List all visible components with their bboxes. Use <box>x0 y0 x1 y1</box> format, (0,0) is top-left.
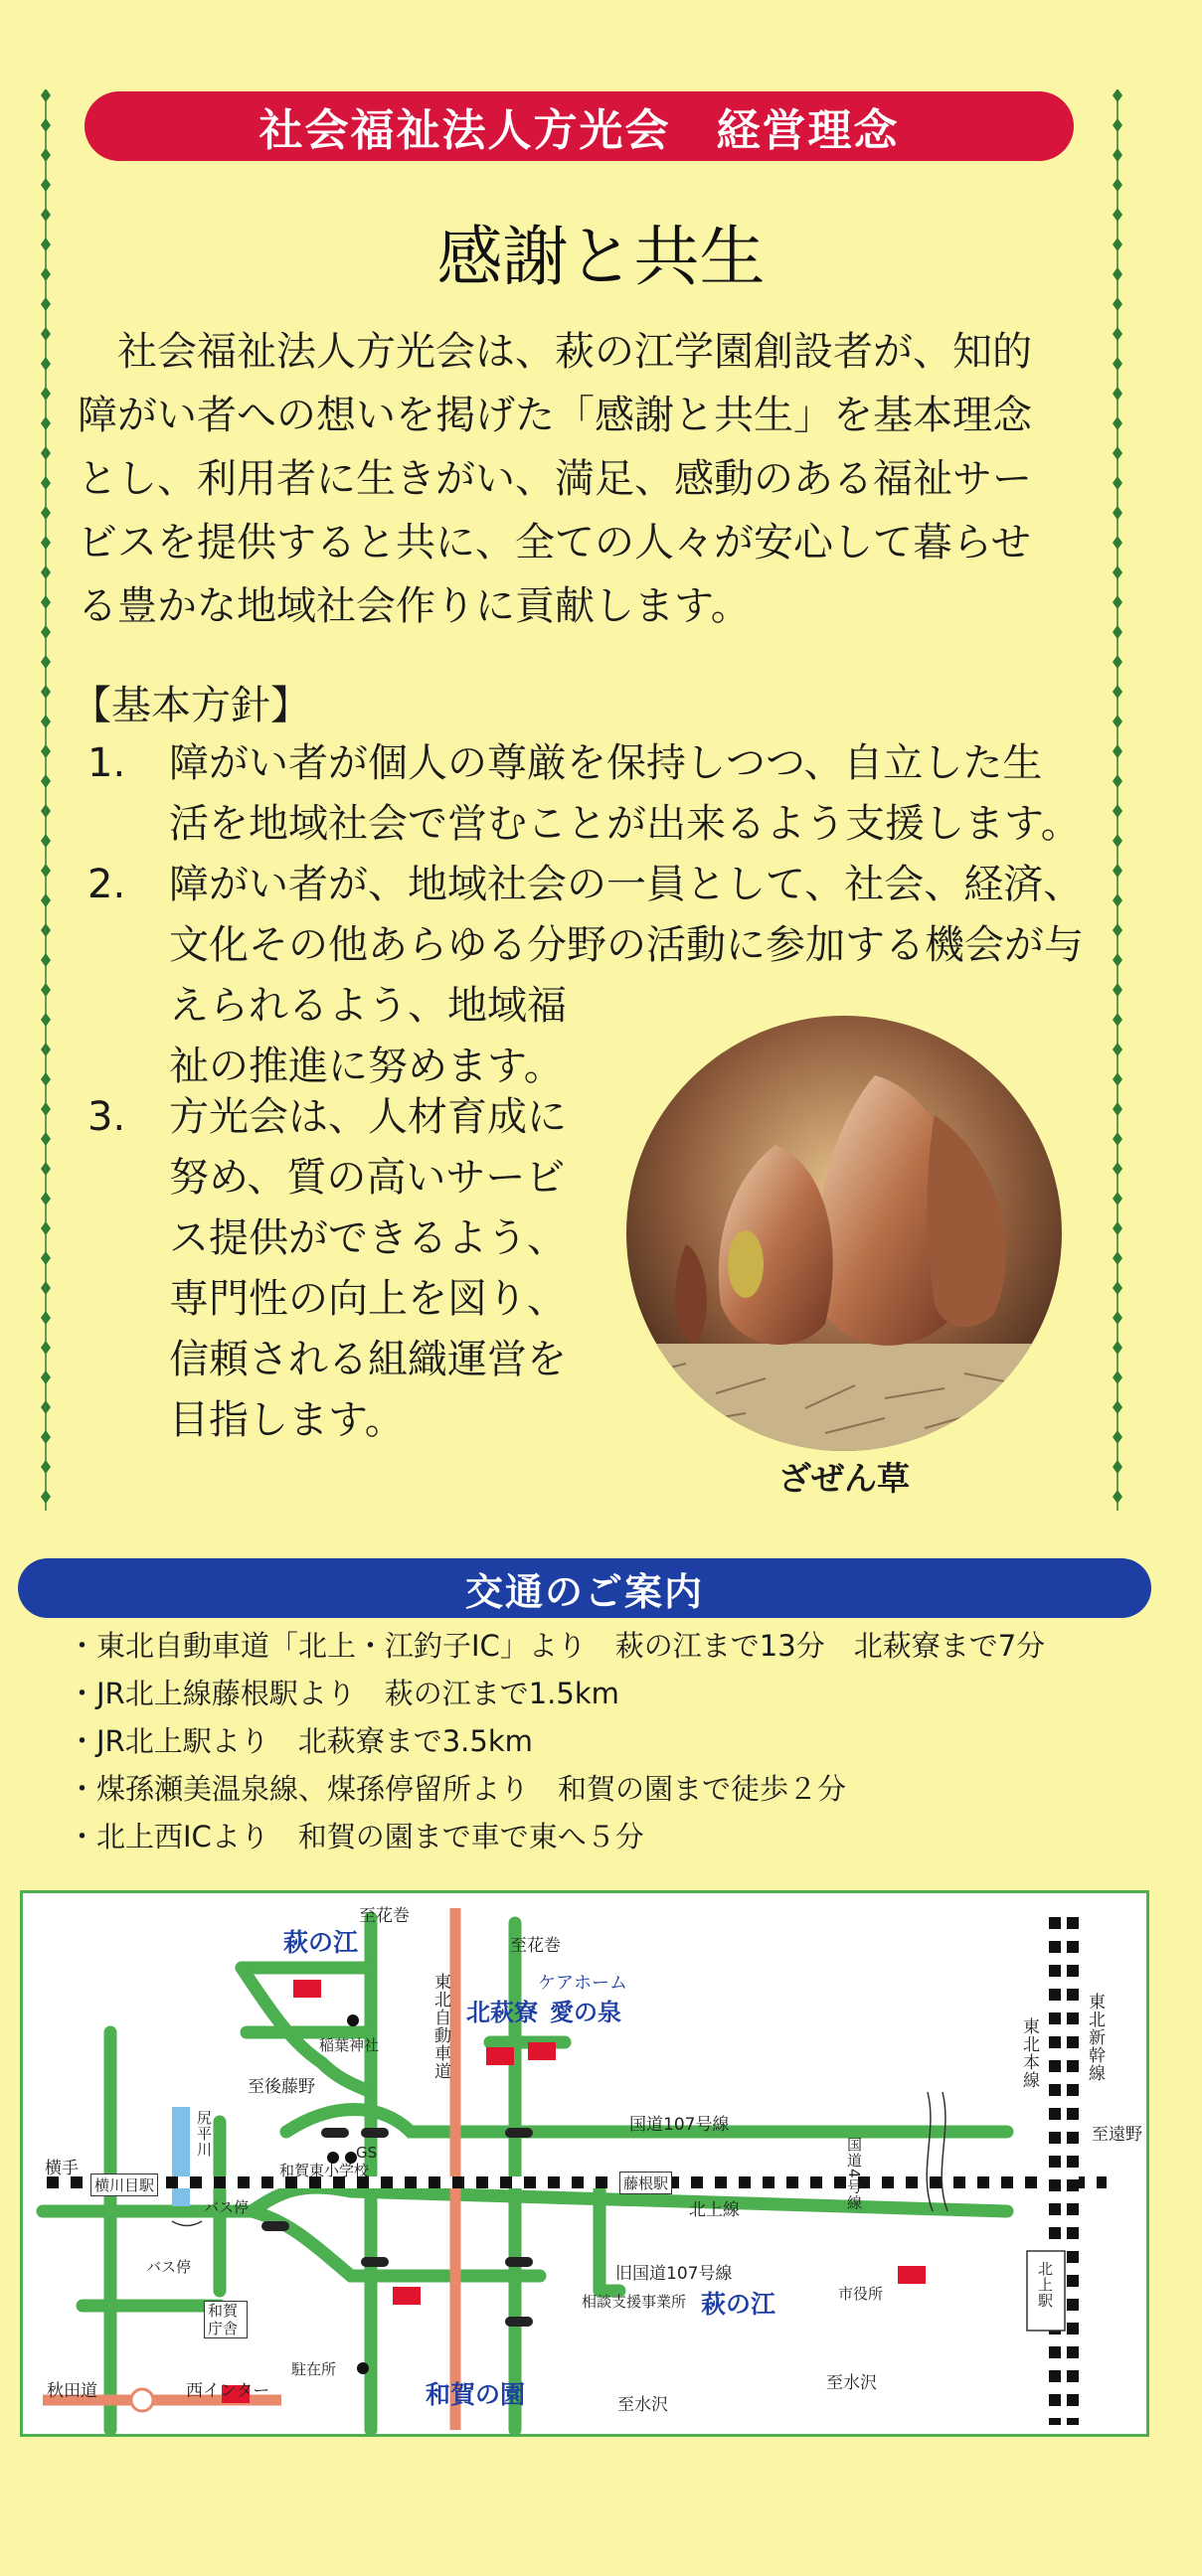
access-item: ・JR北上線藤根駅より 萩の江まで1.5km <box>68 1677 619 1710</box>
map-label-ai-no-izumi: 愛の泉 <box>550 1999 621 2026</box>
map-label-to-gotoya: 至後藤野 <box>248 2077 315 2097</box>
philosophy-paragraph <box>78 320 1102 638</box>
map-label-route4: 国道4号線 <box>845 2137 863 2211</box>
left-vine-border <box>40 89 52 1511</box>
access-item: ・北上西ICより 和賀の園まで車で東へ５分 <box>68 1820 644 1853</box>
map-label-yokote: 横手 <box>45 2159 79 2178</box>
policy-heading: 【基本方針】 <box>72 683 310 728</box>
policy-item-line: 方光会は、人材育成に <box>169 1094 567 1140</box>
paragraph-line: ビスを提供すると共に、全ての人々が安心して暮らせ <box>78 520 1031 565</box>
policy-item-line: えられるよう、地域福 <box>169 983 567 1029</box>
map-label-nishi-inter: 西インター <box>186 2381 270 2401</box>
policy-item-line: 信頼される組織運営を <box>169 1337 567 1382</box>
policy-item-number: 1. <box>87 740 126 786</box>
policy-item-number: 2. <box>87 862 126 907</box>
photo-caption: ざぜん草 <box>778 1459 910 1498</box>
map-label-bus-stop: バス停 <box>204 2198 250 2216</box>
map-label-route107: 国道107号線 <box>629 2115 730 2135</box>
map-label-bus-stop: バス停 <box>146 2258 192 2276</box>
access-map <box>20 1890 1149 2437</box>
policy-item-line: 努め、質の高いサービ <box>169 1155 566 1201</box>
paragraph-line: 社会福祉法人方光会は、萩の江学園創設者が、知的 <box>78 329 1032 375</box>
policy-item-line: 目指します。 <box>169 1397 405 1443</box>
map-label-kitahagiryo: 北萩寮 <box>466 1999 538 2026</box>
policy-item-line: 障がい者が個人の尊厳を保持しつつ、自立した生 <box>169 740 1043 786</box>
map-label-waga-no-sono: 和賀の園 <box>426 2380 526 2409</box>
map-label-to-hanamaki: 至花巻 <box>359 1906 410 1926</box>
map-label-tohoku-shinkansen: 東北新幹線 <box>1085 1993 1105 2082</box>
access-item: ・煤孫瀬美温泉線、煤孫停留所より 和賀の園まで徒歩２分 <box>68 1772 847 1806</box>
map-label-shiroishi-river: 尻平川 <box>195 2110 213 2158</box>
map-label-akita-road: 秋田道 <box>47 2381 97 2401</box>
map-label-tohoku-expressway: 東北自動車道 <box>430 1973 450 2080</box>
map-label-hagi-no-e: 萩の江 <box>283 1928 359 1957</box>
map-label-hagi-no-e-2: 萩の江 <box>701 2290 776 2319</box>
map-label-yokokawame-station: 横川目駅 <box>90 2174 158 2196</box>
map-label-kitakami-line: 北上線 <box>689 2200 740 2220</box>
policy-item-line: 障がい者が、地域社会の一員として、社会、経済、 <box>169 862 1084 907</box>
map-label-chuzaisho: 駐在所 <box>291 2360 337 2378</box>
philosophy-banner: 社会福祉法人方光会 経営理念 <box>85 91 1074 161</box>
map-label-to-hanamaki: 至花巻 <box>510 1936 561 1956</box>
map-label-to-mizusawa: 至水沢 <box>617 2395 668 2415</box>
map-label-kitakami-station: 北上駅 <box>1036 2261 1054 2309</box>
access-item: ・JR北上駅より 北萩寮まで3.5km <box>68 1724 533 1758</box>
policy-item-line: 文化その他あらゆる分野の活動に参加する機会が与 <box>169 922 1084 968</box>
skunk-cabbage-photo <box>626 1016 1062 1451</box>
map-label-inaba-shrine: 稲葉神社 <box>319 2036 380 2054</box>
policy-item-line: ス提供ができるよう、 <box>169 1215 567 1261</box>
map-label-waga-office: 和賀庁舎 <box>204 2301 248 2338</box>
access-item: ・東北自動車道「北上・江釣子IC」より 萩の江まで13分 北萩寮まで7分 <box>68 1629 1046 1663</box>
map-label-fujine-station: 藤根駅 <box>619 2172 672 2194</box>
access-banner: 交通のご案内 <box>18 1558 1151 1618</box>
map-label-tohoku-line: 東北本線 <box>1019 2017 1039 2089</box>
policy-item-line: 専門性の向上を図り、 <box>169 1276 567 1322</box>
policy-item-line: 祉の推進に努めます。 <box>169 1044 564 1089</box>
map-label-city-hall: 市役所 <box>838 2285 884 2303</box>
right-vine-border <box>1112 89 1123 1511</box>
map-label-gs: GS <box>356 2144 378 2162</box>
policy-item-1 <box>87 733 1112 863</box>
map-label-to-mizusawa: 至水沢 <box>826 2373 877 2393</box>
paragraph-line: る豊かな地域社会作りに貢献します。 <box>78 583 751 629</box>
policy-item-line: 活を地域社会で営むことが出来るよう支援します。 <box>169 801 1081 847</box>
map-label-care-home: ケアホーム <box>538 1973 627 1994</box>
map-label-old-route107: 旧国道107号線 <box>615 2264 733 2284</box>
map-label-consult-office: 相談支援事業所 <box>582 2293 687 2311</box>
paragraph-line: 障がい者への想いを掲げた「感謝と共生」を基本理念 <box>78 393 1032 438</box>
access-list <box>68 1622 1161 1860</box>
paragraph-line: とし、利用者に生きがい、満足、感動のある福祉サー <box>78 456 1032 502</box>
map-label-waga-higashi-school: 和賀東小学校 <box>279 2162 370 2179</box>
policy-item-number: 3. <box>87 1094 126 1140</box>
map-label-to-toono: 至遠野 <box>1092 2125 1142 2145</box>
policy-item-3 <box>87 1087 604 1465</box>
philosophy-title: 感謝と共生 <box>436 219 766 295</box>
